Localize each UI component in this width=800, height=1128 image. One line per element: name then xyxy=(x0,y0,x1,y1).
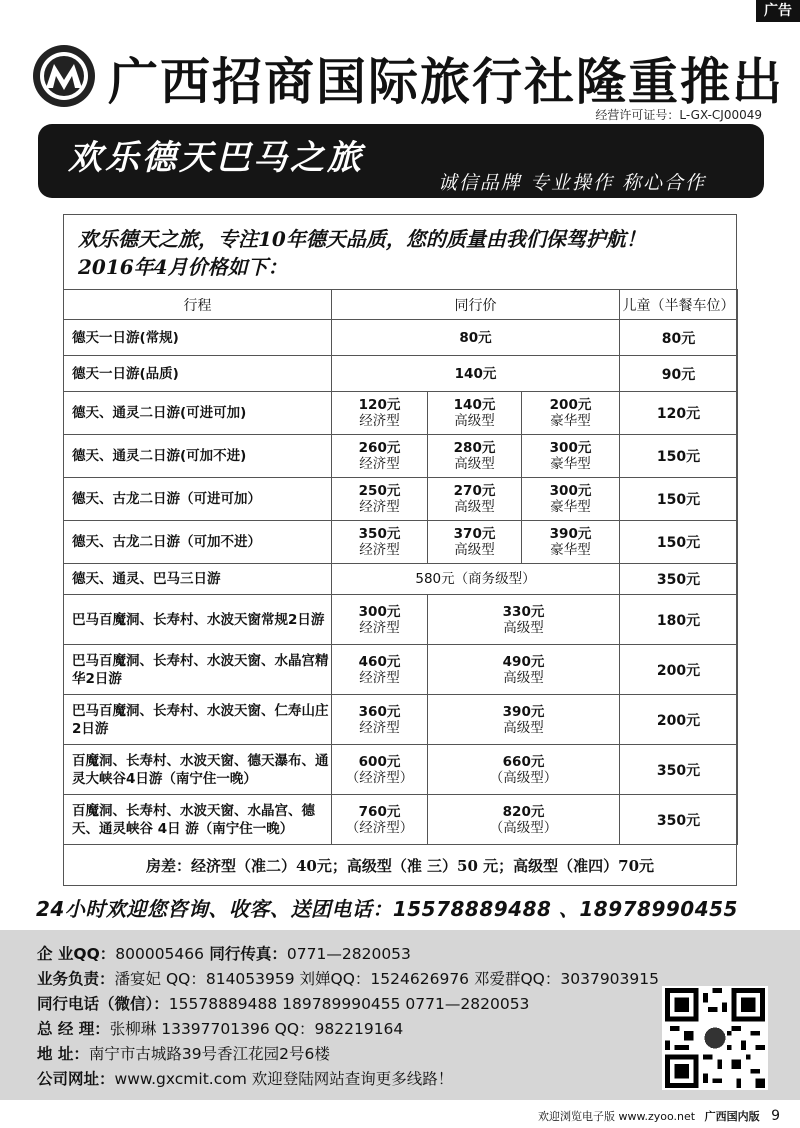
price-cell: 370元 高级型 xyxy=(428,521,522,564)
hotline: 24小时欢迎您咨询、收客、送团电话：15578889488 、18978990455 xyxy=(36,897,738,921)
child-price-cell: 200元 xyxy=(620,645,738,695)
price-cell: 760元 （经济型） xyxy=(332,795,428,845)
price-cell: 300元 豪华型 xyxy=(522,435,620,478)
child-price-cell: 200元 xyxy=(620,695,738,745)
price-cell: 300元 豪华型 xyxy=(522,478,620,521)
price-cell: 250元 经济型 xyxy=(332,478,428,521)
route-cell: 德天、通灵二日游(可进可加) xyxy=(64,392,332,435)
table-row xyxy=(64,478,738,521)
route-cell: 巴马百魔洞、长寿村、水波天窗常规2日游 xyxy=(64,595,332,645)
footer-edition: 广西国内版 xyxy=(704,1110,760,1123)
price-cell: 120元 经济型 xyxy=(332,392,428,435)
page-number: 9 xyxy=(771,1108,780,1124)
route-cell: 德天一日游(品质) xyxy=(64,356,332,392)
price-cell: 260元 经济型 xyxy=(332,435,428,478)
price-cell: 600元 （经济型） xyxy=(332,745,428,795)
route-cell: 德天、通灵二日游(可加不进) xyxy=(64,435,332,478)
price-cell: 270元 高级型 xyxy=(428,478,522,521)
table-row xyxy=(64,320,738,356)
price-cell: 200元 豪华型 xyxy=(522,392,620,435)
intro-line-1: 欢乐德天之旅，专注10年德天品质，您的质量由我们保驾护航！ xyxy=(78,227,646,251)
header-price: 同行价 xyxy=(332,290,620,320)
price-cell: 80元 xyxy=(332,320,620,356)
child-price-cell: 150元 xyxy=(620,435,738,478)
route-cell: 德天一日游(常规) xyxy=(64,320,332,356)
info-line-qq: 企 业QQ：800005466 同行传真：0771—2820053 xyxy=(37,945,411,963)
room-difference-note: 房差：经济型（准二）40元；高级型（准 三）50 元；高级型（准四）70元 xyxy=(145,857,655,875)
route-cell: 巴马百魔洞、长寿村、水波天窗、仁寿山庄2日游 xyxy=(64,695,332,745)
ad-tag: 广告 xyxy=(756,0,800,22)
table-row xyxy=(64,392,738,435)
child-price-cell: 350元 xyxy=(620,745,738,795)
intro-line-2: 2016年4月价格如下： xyxy=(78,255,288,279)
company-logo-icon xyxy=(30,42,98,110)
price-box xyxy=(63,214,737,886)
price-table xyxy=(63,289,738,845)
license-number: 经营许可证号：L-GX-CJ00049 xyxy=(595,108,762,122)
child-price-cell: 180元 xyxy=(620,595,738,645)
table-row xyxy=(64,745,738,795)
contact-info xyxy=(0,930,800,1100)
header-child: 儿童（半餐车位） xyxy=(620,290,738,320)
price-cell: 140元 xyxy=(332,356,620,392)
table-header-row xyxy=(64,290,738,320)
table-row xyxy=(64,521,738,564)
price-cell: 390元 高级型 xyxy=(428,695,620,745)
price-cell: 140元 高级型 xyxy=(428,392,522,435)
info-line-staff: 业务负责：潘宴妃 QQ：814053959 刘婵QQ：1524626976 邓爱群QQ：3037903915 xyxy=(37,970,659,988)
child-price-cell: 150元 xyxy=(620,521,738,564)
price-cell: 460元 经济型 xyxy=(332,645,428,695)
price-cell: 390元 豪华型 xyxy=(522,521,620,564)
price-cell: 580元（商务级型） xyxy=(332,564,620,595)
table-row xyxy=(64,695,738,745)
child-price-cell: 90元 xyxy=(620,356,738,392)
info-line-phone: 同行电话（微信）：15578889488 189789990455 0771—2820053 xyxy=(37,995,530,1013)
route-cell: 巴马百魔洞、长寿村、水波天窗、水晶宫精华2日游 xyxy=(64,645,332,695)
price-cell: 300元 经济型 xyxy=(332,595,428,645)
header-route: 行程 xyxy=(64,290,332,320)
table-row xyxy=(64,795,738,845)
footer xyxy=(538,1108,780,1124)
info-line-address: 地 址：南宁市古城路39号香江花园2号6楼 xyxy=(37,1045,330,1063)
route-cell: 百魔洞、长寿村、水波天窗、德天瀑布、通灵大峡谷4日游（南宁住一晚） xyxy=(64,745,332,795)
price-cell: 490元 高级型 xyxy=(428,645,620,695)
table-row xyxy=(64,595,738,645)
banner-title: 欢乐德天巴马之旅 xyxy=(68,138,364,178)
info-line-manager: 总 经 理：张柳琳 13397701396 QQ：982219164 xyxy=(37,1020,404,1038)
price-cell: 280元 高级型 xyxy=(428,435,522,478)
price-cell: 820元 （高级型） xyxy=(428,795,620,845)
child-price-cell: 120元 xyxy=(620,392,738,435)
table-row xyxy=(64,564,738,595)
child-price-cell: 80元 xyxy=(620,320,738,356)
banner-slogan: 诚信品牌 专业操作 称心合作 xyxy=(437,172,706,194)
intro xyxy=(64,215,736,289)
info-line-website: 公司网址：www.gxcmit.com 欢迎登陆网站查询更多线路！ xyxy=(37,1070,454,1088)
brand-title: 广西招商国际旅行社隆重推出 xyxy=(108,53,784,111)
price-cell: 660元 （高级型） xyxy=(428,745,620,795)
table-row xyxy=(64,356,738,392)
child-price-cell: 350元 xyxy=(620,564,738,595)
route-cell: 德天、古龙二日游（可进可加） xyxy=(64,478,332,521)
route-cell: 德天、古龙二日游（可加不进） xyxy=(64,521,332,564)
header xyxy=(30,38,784,111)
banner xyxy=(38,124,764,198)
child-price-cell: 150元 xyxy=(620,478,738,521)
price-cell: 360元 经济型 xyxy=(332,695,428,745)
price-cell: 350元 经济型 xyxy=(332,521,428,564)
table-row xyxy=(64,645,738,695)
route-cell: 德天、通灵、巴马三日游 xyxy=(64,564,332,595)
table-row xyxy=(64,435,738,478)
qr-code-icon xyxy=(662,986,768,1090)
price-cell: 330元 高级型 xyxy=(428,595,620,645)
child-price-cell: 350元 xyxy=(620,795,738,845)
route-cell: 百魔洞、长寿村、水波天窗、水晶宫、德天、通灵峡谷 4日 游（南宁住一晚） xyxy=(64,795,332,845)
footer-site: 欢迎浏览电子版 www.zyoo.net xyxy=(538,1110,696,1123)
